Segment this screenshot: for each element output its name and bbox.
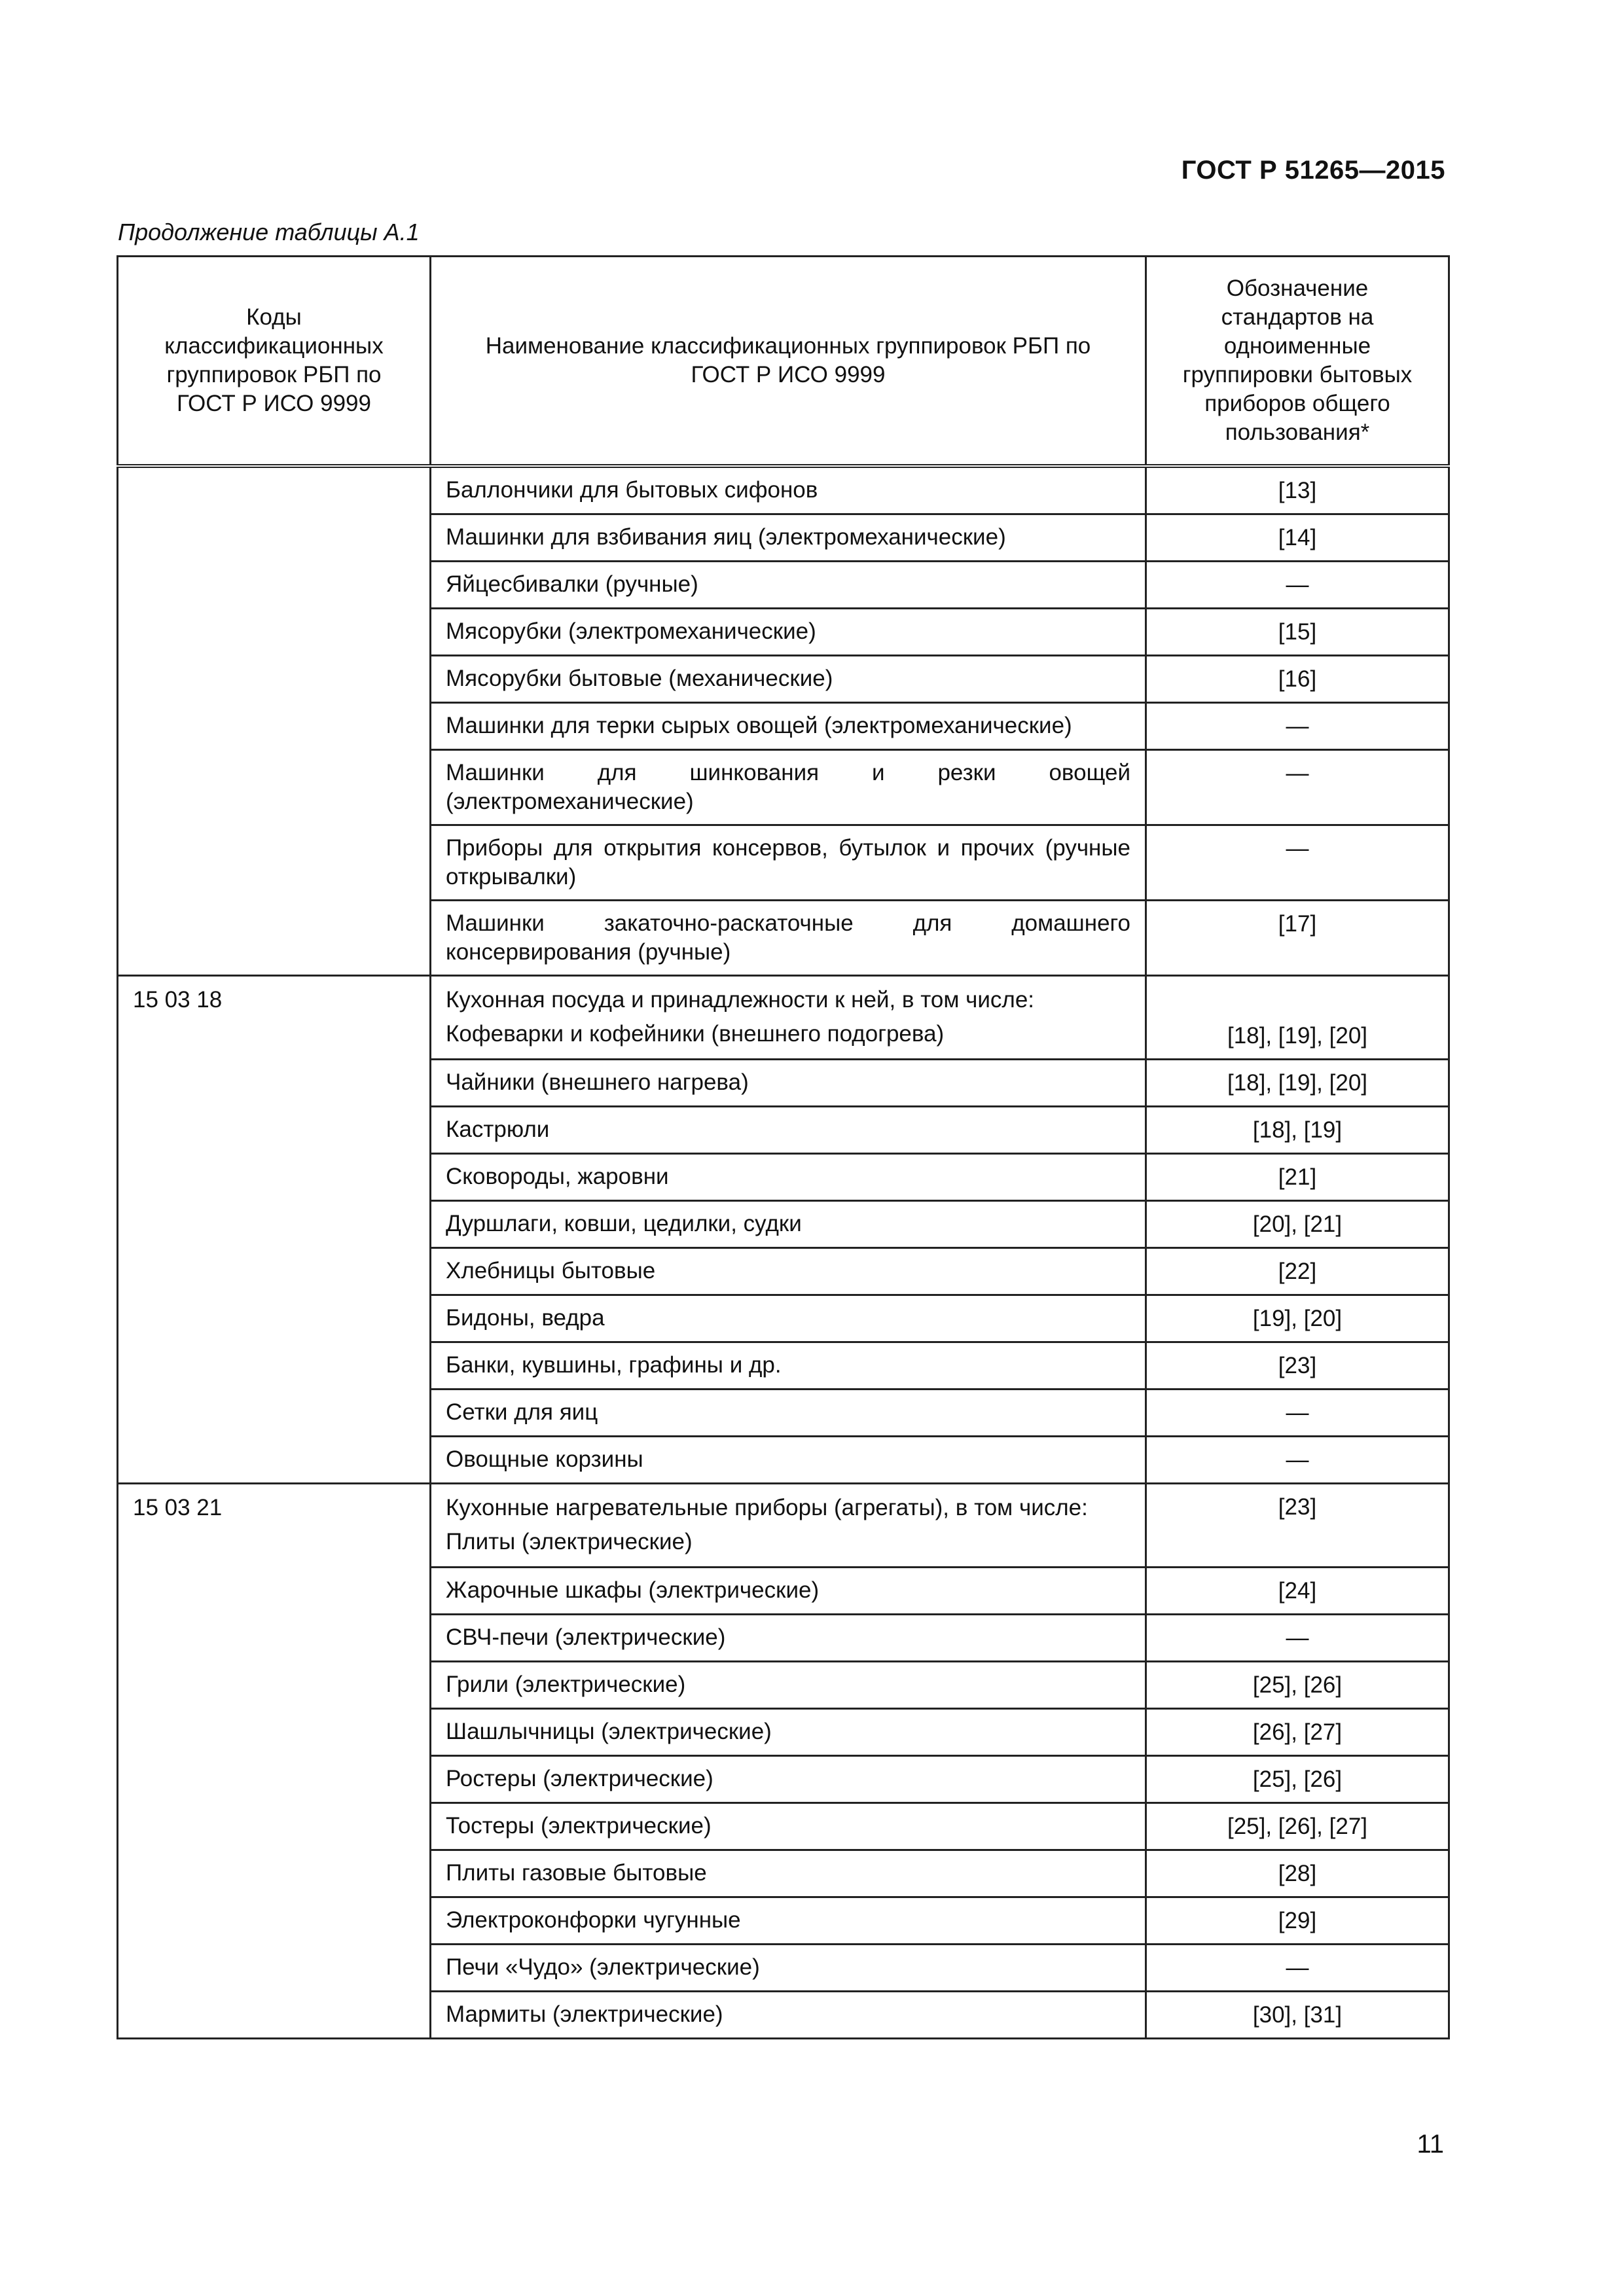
item-name-cell (431, 1850, 1146, 1897)
standard-ref-cell: [18], [19], [20] (1146, 975, 1449, 1059)
item-name-cell (431, 1803, 1146, 1850)
item-name: Сковороды, жаровни (446, 1164, 669, 1189)
item-name: Чайники (внешнего нагрева) (446, 1069, 749, 1095)
item-subname: Кофеварки и кофейники (внешнего подогрева) (446, 1021, 945, 1047)
item-name: Тостеры (электрические) (446, 1813, 712, 1839)
standard-ref-cell: [25], [26], [27] (1146, 1803, 1449, 1850)
item-name-cell (431, 975, 1146, 1059)
item-name-cell (431, 1106, 1146, 1153)
standard-ref-cell: — (1146, 1389, 1449, 1436)
item-name-cell (431, 825, 1146, 900)
standard-ref-cell: [25], [26] (1146, 1755, 1449, 1803)
item-name: Ростеры (электрические) (446, 1766, 713, 1791)
standard-ref-cell: [22] (1146, 1247, 1449, 1295)
item-name: Хлебницы бытовые (446, 1258, 656, 1283)
item-name: Мясорубки (электромеханические) (446, 619, 816, 644)
item-name-cell (431, 749, 1146, 825)
item-name-cell (431, 1991, 1146, 2038)
item-name: Плиты газовые бытовые (446, 1860, 707, 1886)
item-name-cell (431, 655, 1146, 702)
standard-ref-cell: [18], [19] (1146, 1106, 1449, 1153)
item-name: Машинки закаточно-раскаточные для домашнего консервирования (ручные) (446, 910, 1130, 965)
item-name: Печи «Чудо» (электрические) (446, 1954, 760, 1980)
standard-ref-cell: [25], [26] (1146, 1661, 1449, 1708)
item-name: Электроконфорки чугунные (446, 1907, 741, 1933)
header-codes: Коды классификационных группировок РБП по ГОСТ Р ИСО 9999 (118, 257, 431, 466)
item-name-cell (431, 1153, 1146, 1200)
classification-table (117, 255, 1450, 2039)
standard-ref-cell: [17] (1146, 900, 1449, 975)
standard-ref-cell: [30], [31] (1146, 1991, 1449, 2038)
item-name: СВЧ-печи (электрические) (446, 1624, 726, 1650)
standard-ref-cell: [15] (1146, 608, 1449, 655)
item-name: Баллончики для бытовых сифонов (446, 477, 818, 503)
standard-ref-cell: — (1146, 825, 1449, 900)
item-name-cell (431, 466, 1146, 514)
standard-ref-cell: — (1146, 561, 1449, 608)
standard-ref-cell: — (1146, 1614, 1449, 1661)
item-name-cell (431, 1389, 1146, 1436)
item-name-cell (431, 1897, 1146, 1944)
header-standards: Обозначение стандартов на одноименные группировки бытовых приборов общего пользования* (1146, 257, 1449, 466)
group-code-cell (118, 466, 431, 976)
table-row (118, 466, 1449, 514)
standard-ref-cell: [29] (1146, 1897, 1449, 1944)
item-name-cell (431, 608, 1146, 655)
item-name-cell (431, 1483, 1146, 1567)
table-row (118, 975, 1449, 1059)
standard-ref-cell: [20], [21] (1146, 1200, 1449, 1247)
item-name: Мармиты (электрические) (446, 2001, 723, 2027)
item-name: Кухонные нагревательные приборы (агрегаты), в том числе: (446, 1495, 1088, 1520)
header-names: Наименование классификационных группировок РБП по ГОСТ Р ИСО 9999 (431, 257, 1146, 466)
item-name: Сетки для яиц (446, 1399, 598, 1425)
standard-ref-cell: — (1146, 702, 1449, 749)
item-name-cell (431, 1567, 1146, 1614)
item-subname: Плиты (электрические) (446, 1529, 693, 1554)
item-name-cell (431, 1708, 1146, 1755)
item-name: Машинки для терки сырых овощей (электромеханические) (446, 713, 1072, 738)
item-name-cell (431, 514, 1146, 561)
standard-ref-cell: [28] (1146, 1850, 1449, 1897)
item-name-cell (431, 561, 1146, 608)
classification-table-container (117, 255, 1450, 2039)
item-name-cell (431, 1247, 1146, 1295)
item-name-cell (431, 1200, 1146, 1247)
item-name-cell (431, 702, 1146, 749)
standard-ref-cell: [14] (1146, 514, 1449, 561)
table-header-row (118, 257, 1449, 466)
item-name: Бидоны, ведра (446, 1305, 605, 1331)
standard-ref-cell: [13] (1146, 466, 1449, 514)
item-name-cell (431, 1342, 1146, 1389)
page-number: 11 (1416, 2130, 1444, 2159)
standard-ref-cell: [21] (1146, 1153, 1449, 1200)
table-caption: Продолжение таблицы А.1 (118, 219, 420, 245)
item-name-cell (431, 1944, 1146, 1991)
document-id: ГОСТ Р 51265—2015 (1181, 156, 1445, 185)
standard-ref-cell: — (1146, 749, 1449, 825)
standard-ref-cell: [18], [19], [20] (1146, 1059, 1449, 1106)
item-name: Грили (электрические) (446, 1672, 686, 1697)
item-name: Банки, кувшины, графины и др. (446, 1352, 782, 1378)
item-name-cell (431, 1295, 1146, 1342)
item-name: Жарочные шкафы (электрические) (446, 1577, 820, 1603)
item-name: Кухонная посуда и принадлежности к ней, в том числе: (446, 987, 1035, 1013)
group-code-cell: 15 03 18 (118, 975, 431, 1483)
standard-ref-cell: — (1146, 1944, 1449, 1991)
standard-ref-cell: [24] (1146, 1567, 1449, 1614)
standard-ref-cell: [23] (1146, 1342, 1449, 1389)
item-name-cell (431, 1059, 1146, 1106)
item-name: Кастрюли (446, 1117, 550, 1142)
standard-ref-cell: [26], [27] (1146, 1708, 1449, 1755)
item-name: Приборы для открытия консервов, бутылок и прочих (ручные открывалки) (446, 834, 1130, 889)
item-name-cell (431, 1661, 1146, 1708)
item-name-cell (431, 1755, 1146, 1803)
table-row (118, 1483, 1449, 1567)
standard-ref-cell: [16] (1146, 655, 1449, 702)
item-name: Овощные корзины (446, 1446, 643, 1472)
standard-ref-cell: [23] (1146, 1483, 1449, 1567)
item-name: Дуршлаги, ковши, цедилки, судки (446, 1211, 802, 1236)
standard-ref-cell: — (1146, 1436, 1449, 1483)
item-name-cell (431, 900, 1146, 975)
group-code-cell: 15 03 21 (118, 1483, 431, 2038)
standard-ref-cell: [19], [20] (1146, 1295, 1449, 1342)
item-name: Шашлычницы (электрические) (446, 1719, 772, 1744)
item-name: Яйцесбивалки (ручные) (446, 571, 698, 597)
item-name-cell (431, 1614, 1146, 1661)
item-name: Мясорубки бытовые (механические) (446, 666, 833, 691)
item-name: Машинки для шинкования и резки овощей (электромеханические) (446, 759, 1130, 814)
item-name-cell (431, 1436, 1146, 1483)
item-name: Машинки для взбивания яиц (электромеханические) (446, 524, 1006, 550)
